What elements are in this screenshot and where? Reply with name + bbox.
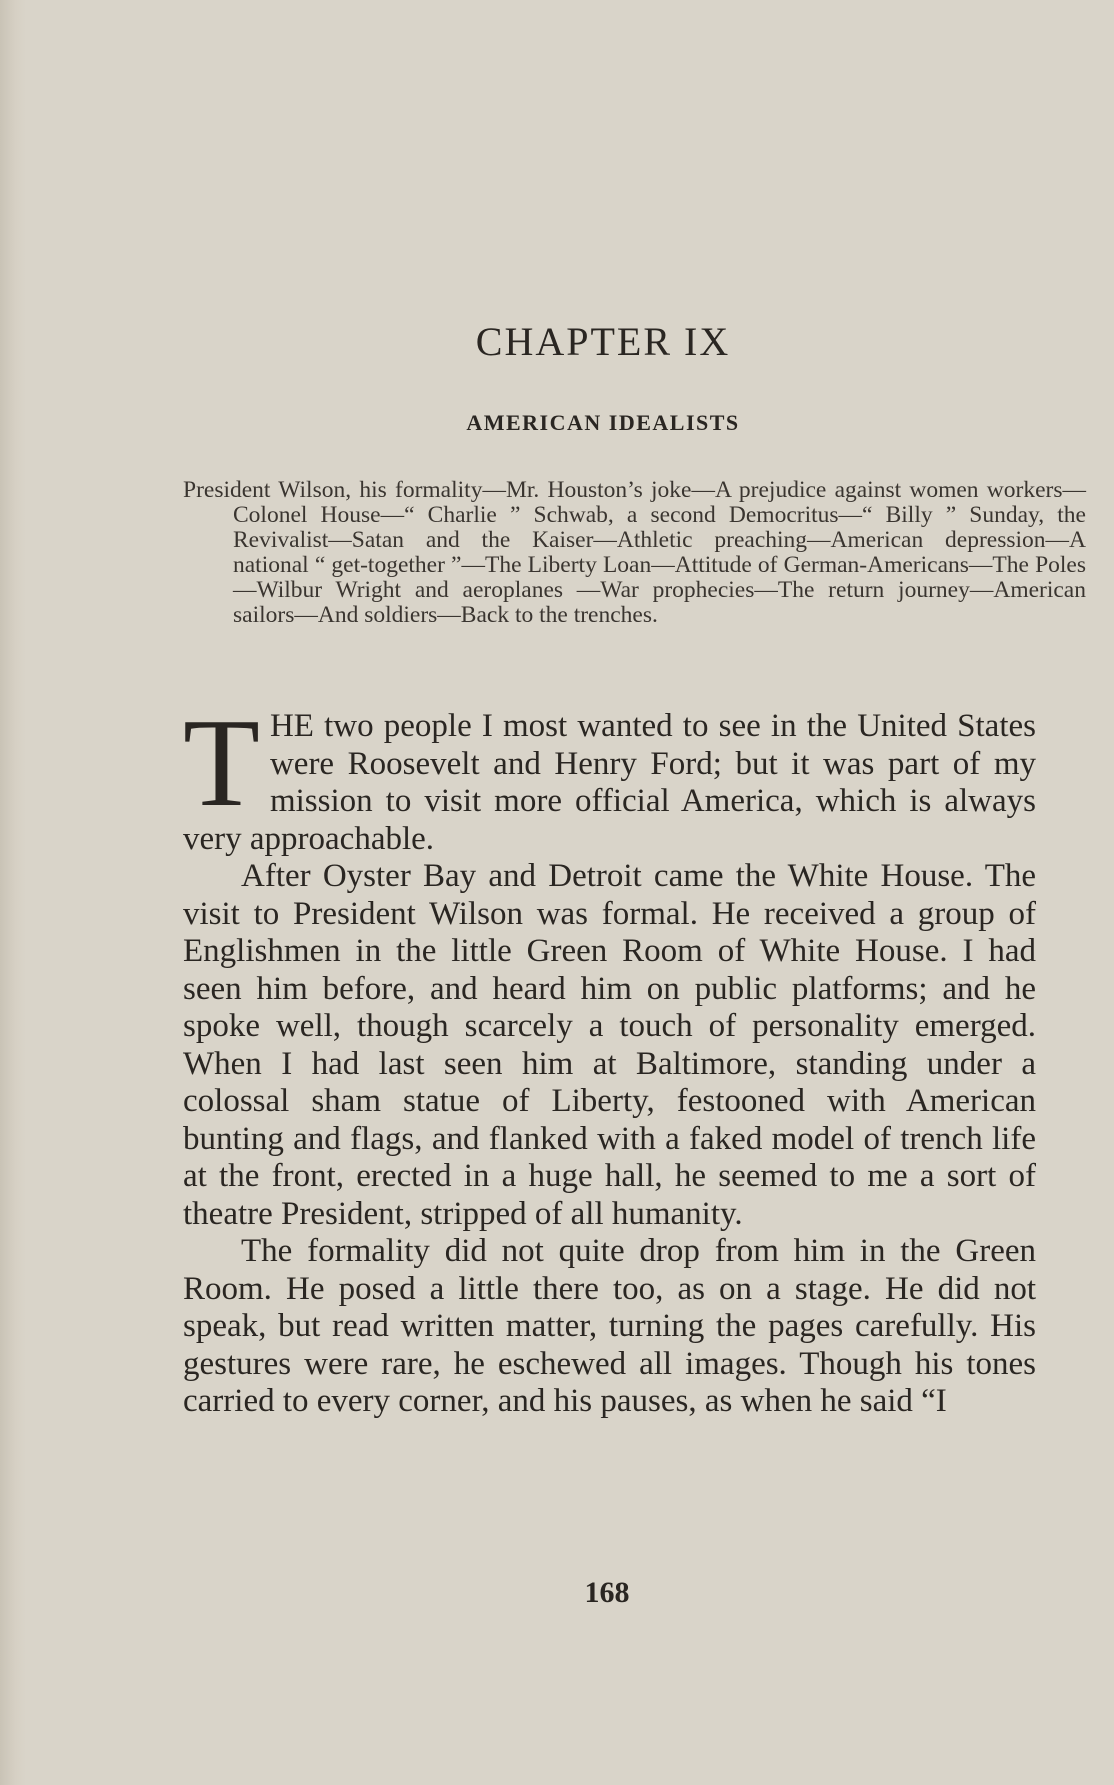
page-number: 168 [584, 1576, 630, 1609]
paragraph-3: The formality did not quite drop from him in the Green Room. He posed a little there too, as on a stage. He did not speak, but read written matter, turning the pages carefully. His gestures were rare, he eschewed all images. Though his tones carried to every corner, and his pauses, as when he said “I [183, 1233, 1036, 1419]
paragraph-2: After Oyster Bay and Detroit came the White House. The visit to President Wilson was formal. He received a group of Englishmen in the little Green Room of White House. I had seen him before, and heard him on public platforms; and he spoke well, though scarcely a touch of personality emerged. When I had last seen him at Baltimore, standing under a colossal sham statue of Liberty, festooned with American bunting and flags, and flanked with a faked model of trench life at the front, erected in a huge hall, he seemed to me a sort of theatre President, stripped of all humanity. [183, 858, 1036, 1232]
body-text [183, 694, 1036, 1421]
page-edge [0, 0, 26, 1785]
chapter-synopsis: President Wilson, his formality—Mr. Houston’s joke—A prejudice against women workers—Colonel House—“ Charlie ” Schwab, a second Democritus—“ Billy ” Sunday, the Revivalist—Satan and the Kaiser—Athletic preaching—American depression—A national “ get-together ”—The Liberty Loan—Attitude of German-Americans—The Poles—Wilbur Wright and aeroplanes —War prophecies—The return journey—American sailors—And soldiers—Back to the trenches. [183, 477, 1086, 628]
paragraph-1 [183, 694, 1036, 858]
chapter-subtitle: AMERICAN IDEALISTS [466, 410, 740, 435]
paragraph-1-text: HE two people I most wanted to see in the United States were Roosevelt and Henry Ford; but it was part of my mission to visit more official America, which is always very approachable. [183, 708, 1036, 857]
drop-cap: T [183, 694, 260, 833]
chapter-title: CHAPTER IX [475, 319, 731, 364]
